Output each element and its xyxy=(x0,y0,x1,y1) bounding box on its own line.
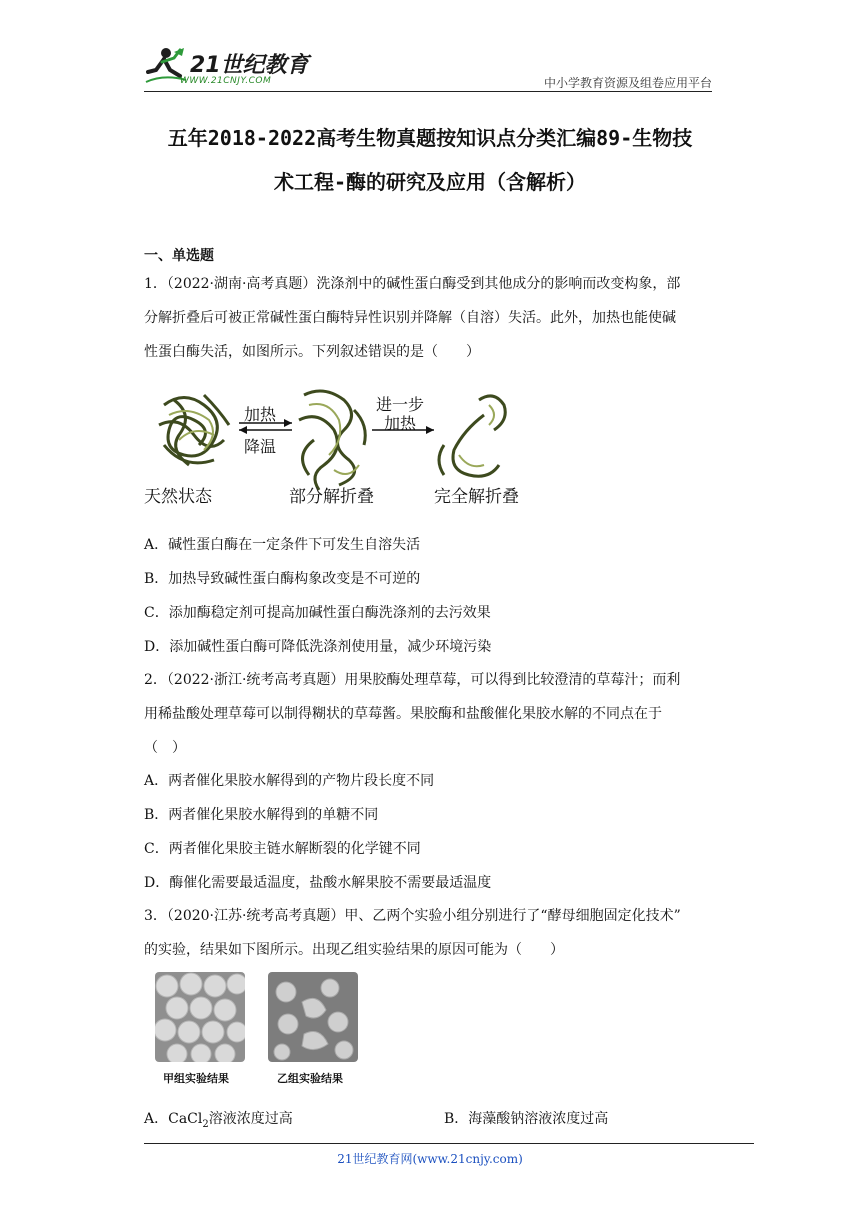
q1-text-line1: 1．（2022·湖南·高考真题）洗涤剂中的碱性蛋白酶受到其他成分的影响而改变构象，部 xyxy=(144,276,681,292)
header-divider xyxy=(144,91,712,92)
q3-option-a-subscript: 2 xyxy=(202,1118,209,1130)
q3-option-a-suffix: 溶液浓度过高 xyxy=(208,1111,293,1127)
label-native-state: 天然状态 xyxy=(144,487,212,507)
q3-option-a-prefix: A．CaCl xyxy=(144,1111,203,1127)
arrow-label-further: 进一步 xyxy=(376,395,425,414)
page-header xyxy=(144,44,712,92)
q3-text-line1: 3．（2020·江苏·统考高考真题）甲、乙两个实验小组分别进行了“酵母细胞固定化技术” xyxy=(144,908,681,924)
q1-option-c: C．添加酶稳定剂可提高加碱性蛋白酶洗涤剂的去污效果 xyxy=(144,605,491,621)
q2-option-a: A．两者催化果胶水解得到的产物片段长度不同 xyxy=(144,773,435,789)
arrow-label-heat: 加热 xyxy=(244,405,277,424)
logo-text: 21世纪教育 xyxy=(190,53,309,78)
q3-option-b: B．海藻酸钠溶液浓度过高 xyxy=(444,1111,609,1127)
doc-title-line2: 术工程-酶的研究及应用（含解析） xyxy=(273,170,587,194)
q3-option-a xyxy=(144,1108,293,1130)
doc-title-line1: 五年2018-2022高考生物真题按知识点分类汇编89-生物技 xyxy=(167,126,693,150)
q2-text-line2: 用稀盐酸处理草莓可以制得糊状的草莓酱。果胶酶和盐酸催化果胶水解的不同点在于 xyxy=(144,706,662,722)
q3-text-line2: 的实验，结果如下图所示。出现乙组实验结果的原因可能为（ ） xyxy=(144,942,564,958)
logo-url-text: WWW.21CNJY.COM xyxy=(180,76,272,86)
caption-group-b: 乙组实验结果 xyxy=(277,1072,343,1085)
group-b-result-photo xyxy=(268,972,358,1062)
q1-option-b: B．加热导致碱性蛋白酶构象改变是不可逆的 xyxy=(144,571,421,587)
q2-option-c: C．两者催化果胶主链水解断裂的化学键不同 xyxy=(144,841,421,857)
q2-text-line3: （ ） xyxy=(144,740,186,756)
q2-option-b: B．两者催化果胶水解得到的单糖不同 xyxy=(144,807,379,823)
section-heading: 一、单选题 xyxy=(144,248,214,264)
q2-option-d: D．酶催化需要最适温度，盐酸水解果胶不需要最适温度 xyxy=(144,875,492,891)
q1-text-line3: 性蛋白酶失活，如图所示。下列叙述错误的是（ ） xyxy=(144,344,480,360)
label-full-unfold: 完全解折叠 xyxy=(434,487,519,507)
platform-name: 中小学教育资源及组卷应用平台 xyxy=(543,76,712,90)
arrow-label-cool: 降温 xyxy=(244,437,277,456)
caption-group-a: 甲组实验结果 xyxy=(163,1072,229,1085)
footer-text: 21世纪教育网(www.21cnjy.com) xyxy=(337,1152,523,1166)
group-a-result-photo xyxy=(155,972,245,1062)
site-logo xyxy=(144,44,314,90)
footer-divider xyxy=(144,1143,754,1144)
protein-folding-figure xyxy=(144,380,534,515)
label-partial-unfold: 部分解折叠 xyxy=(289,487,374,507)
q1-option-d: D．添加碱性蛋白酶可降低洗涤剂使用量，减少环境污染 xyxy=(144,639,492,655)
q1-option-a: A．碱性蛋白酶在一定条件下可发生自溶失活 xyxy=(144,537,421,553)
arrow-label-heat2: 加热 xyxy=(384,414,417,433)
q2-text-line1: 2．（2022·浙江·统考高考真题）用果胶酶处理草莓，可以得到比较澄清的草莓汁；而利 xyxy=(144,672,681,688)
q1-text-line2: 分解折叠后可被正常碱性蛋白酶特异性识别并降解（自溶）失活。此外，加热也能使碱 xyxy=(144,310,676,326)
